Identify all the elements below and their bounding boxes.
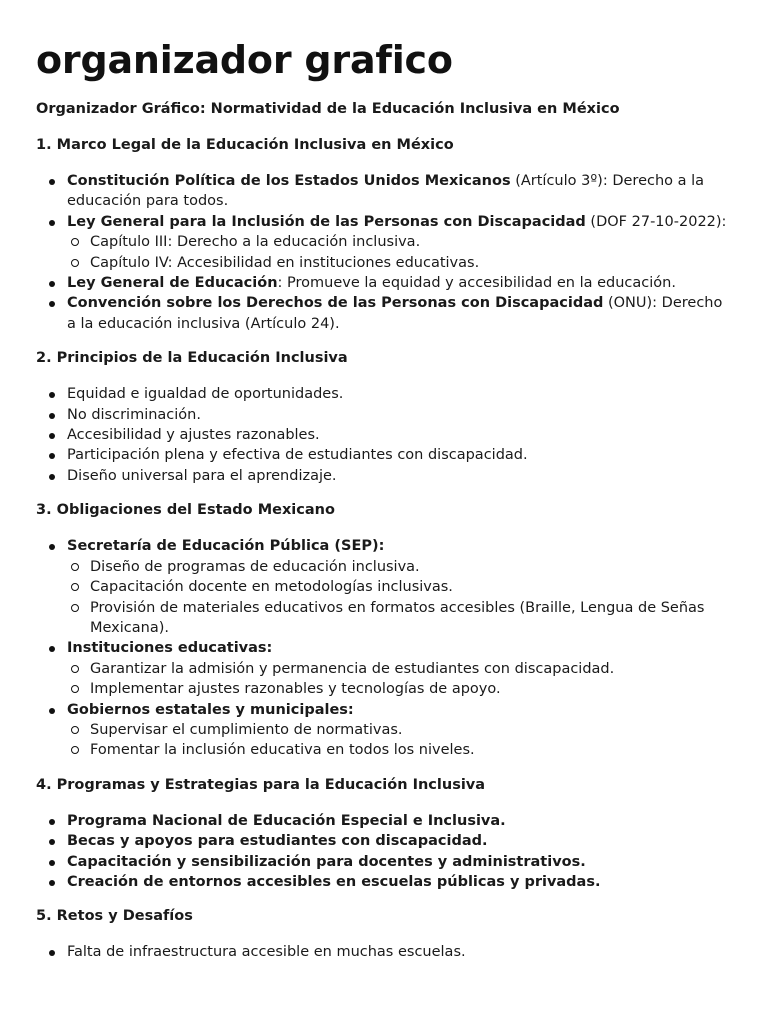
list-item: [67, 212, 732, 273]
item-bold-text: Ley General de Educación: [67, 275, 278, 292]
section-programas: [36, 775, 732, 893]
item-bold-text: Instituciones educativas:: [67, 640, 273, 657]
section-heading: 1. Marco Legal de la Educación Inclusiva en México: [36, 137, 454, 153]
list-item: Equidad e igualdad de oportunidades.: [67, 384, 732, 404]
item-bold-text: Becas y apoyos para estudiantes con discapacidad.: [67, 833, 488, 850]
list-item: Diseño universal para el aprendizaje.: [67, 466, 732, 486]
list-item: [67, 831, 732, 851]
bullet-list: [36, 384, 732, 486]
sub-list-item: Fomentar la inclusión educativa en todos los niveles.: [90, 740, 732, 760]
page-title: organizador grafico: [36, 38, 453, 82]
list-item: [67, 171, 732, 212]
sub-list-item: Capítulo IV: Accesibilidad en instituciones educativas.: [90, 253, 732, 273]
item-text: (DOF 27-10-2022):: [585, 213, 727, 230]
item-text: : Promueve la equidad y accesibilidad en la educación.: [277, 275, 676, 292]
list-item: Accesibilidad y ajustes razonables.: [67, 425, 732, 445]
item-text: (ONU): Derecho a la educación inclusiva (Artículo 24).: [67, 295, 723, 332]
item-bold-text: Ley General para la Inclusión de las Personas con Discapacidad: [67, 213, 586, 230]
section-marco-legal: [36, 135, 732, 334]
section-retos: [36, 906, 732, 962]
item-bold-text: Constitución Política de los Estados Unidos Mexicanos: [67, 173, 511, 189]
sub-list-item: Provisión de materiales educativos en formatos accesibles (Braille, Lengua de Señas Mexicana).: [90, 598, 732, 639]
list-item: [67, 872, 732, 892]
section-principios: [36, 348, 732, 486]
item-text: (Artículo 3º): Derecho a la educación para todos.: [67, 173, 705, 210]
list-item: Participación plena y efectiva de estudiantes con discapacidad.: [67, 445, 732, 465]
list-item: Falta de infraestructura accesible en muchas escuelas.: [67, 942, 732, 962]
sub-list-item: Diseño de programas de educación inclusiva.: [90, 557, 732, 577]
item-bold-text: Gobiernos estatales y municipales:: [67, 701, 354, 718]
sub-list-item: Capítulo III: Derecho a la educación inclusiva.: [90, 232, 732, 252]
sub-list-item: Capacitación docente en metodologías inclusivas.: [90, 577, 732, 597]
sub-list-item: Garantizar la admisión y permanencia de estudiantes con discapacidad.: [90, 659, 732, 679]
bullet-list: [36, 171, 732, 334]
sub-list-item: Implementar ajustes razonables y tecnologías de apoyo.: [90, 679, 732, 699]
item-bold-text: Secretaría de Educación Pública (SEP):: [67, 538, 385, 555]
item-bold-text: Creación de entornos accesibles en escuelas públicas y privadas.: [67, 873, 601, 890]
bullet-list: [36, 536, 732, 760]
sub-bullet-list: [67, 232, 732, 273]
list-item: [67, 293, 732, 334]
list-item: [67, 700, 732, 761]
section-heading: 3. Obligaciones del Estado Mexicano: [36, 502, 335, 519]
document-subtitle: Organizador Gráfico: Normatividad de la Educación Inclusiva en México: [36, 101, 620, 117]
section-heading: 2. Principios de la Educación Inclusiva: [36, 350, 348, 367]
section-heading: 4. Programas y Estrategias para la Educación Inclusiva: [36, 776, 486, 793]
list-item: [67, 273, 732, 293]
section-heading: 5. Retos y Desafíos: [36, 908, 193, 925]
list-item: [67, 536, 732, 638]
section-obligaciones: [36, 500, 732, 760]
item-bold-text: Programa Nacional de Educación Especial e Inclusiva.: [67, 812, 506, 829]
list-item: [67, 811, 732, 831]
bullet-list: [36, 942, 732, 962]
list-item: [67, 852, 732, 872]
list-item: [67, 638, 732, 699]
bullet-list: [36, 811, 732, 893]
item-bold-text: Capacitación y sensibilización para docentes y administrativos.: [67, 853, 586, 870]
sub-bullet-list: [67, 720, 732, 761]
sub-bullet-list: [67, 659, 732, 700]
sub-list-item: Supervisar el cumplimiento de normativas.: [90, 720, 732, 740]
sub-bullet-list: [67, 557, 732, 639]
item-bold-text: Convención sobre los Derechos de las Personas con Discapacidad: [67, 295, 604, 312]
list-item: No discriminación.: [67, 405, 732, 425]
